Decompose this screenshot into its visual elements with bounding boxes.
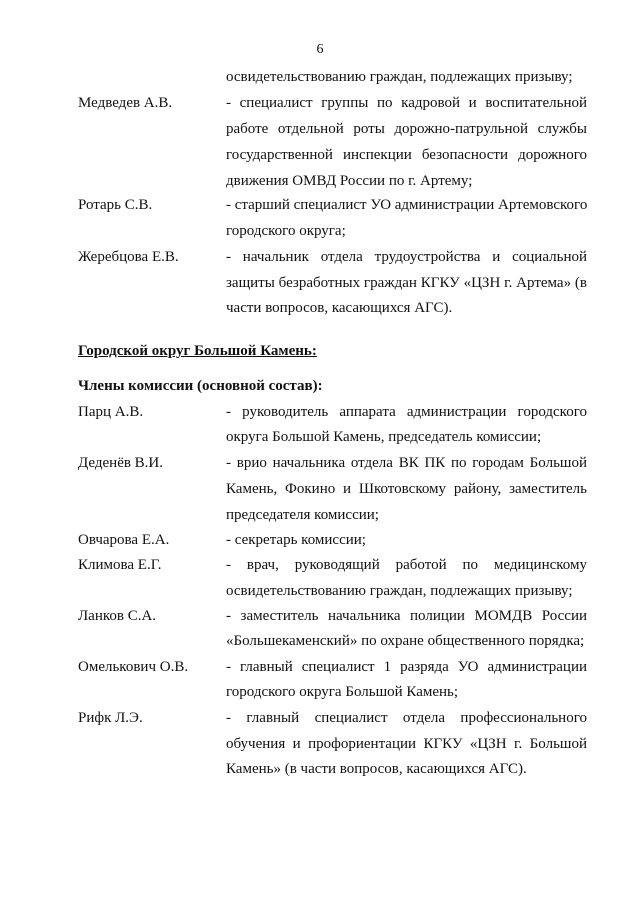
member-desc-line: - главный специалист отдела профессионального [226,710,587,726]
continuation-line: освидетельствованию граждан, подлежащих призыву; [226,69,573,85]
member-desc-line: округа Большой Камень, председатель комиссии; [226,429,542,445]
member-desc-line: - начальник отдела трудоустройства и социальной [226,249,587,265]
member-desc-line: обучения и профориентации КГКУ «ЦЗН г. Большой [226,736,587,752]
member-desc-line: Камень, Фокино и Шкотовскому району, заместитель [226,481,587,497]
member-desc-line: городского округа; [226,223,346,239]
member-name-ovcharova: Овчарова Е.А. [78,532,170,548]
district-heading: Городской округ Большой Камень: [78,343,317,359]
member-desc-line: «Большекаменский» по охране общественного порядка; [226,633,585,649]
member-desc-line: председателя комиссии; [226,507,379,523]
member-desc-line: работе отдельной роты дорожно-патрульной службы [226,121,587,137]
member-desc-line: Камень» (в части вопросов, касающихся АГС). [226,761,527,777]
member-desc-line: - руководитель аппарата администрации городского [226,404,587,420]
member-desc-line: освидетельствованию граждан, подлежащих призыву; [226,583,573,599]
member-desc-line: - врио начальника отдела ВК ПК по городам Большой [226,455,587,471]
member-name-rotar: Ротарь С.В. [78,197,153,213]
member-desc-line: - заместитель начальника полиции МОМДВ России [226,608,587,624]
member-name-medvedev: Медведев А.В. [78,95,173,111]
member-desc-line: - главный специалист 1 разряда УО администрации [226,659,587,675]
member-name-dedenev: Деденёв В.И. [78,455,164,471]
member-name-rifk: Рифк Л.Э. [78,710,143,726]
member-name-zherebtsova: Жеребцова Е.В. [78,249,179,265]
member-desc-line: государственной инспекции безопасности дорожного [226,147,587,163]
member-desc-line: защиты безработных граждан КГКУ «ЦЗН г. Артема» (в [226,275,587,291]
members-heading: Члены комиссии (основной состав): [78,378,323,394]
member-name-parts: Парц А.В. [78,404,144,420]
member-name-klimova: Климова Е.Г. [78,557,162,573]
page-number: 6 [316,42,324,57]
member-desc-line: - секретарь комиссии; [226,532,366,548]
member-desc-line: движения ОМВД России по г. Артему; [226,173,473,189]
member-desc-line: - специалист группы по кадровой и воспитательной [226,95,587,111]
member-desc-line: городского округа Большой Камень; [226,684,459,700]
member-desc-line: - врач, руководящий работой по медицинскому [226,557,587,573]
member-name-lankov: Ланков С.А. [78,608,157,624]
member-name-omelkovich: Омелькович О.В. [78,659,189,675]
member-desc-line: части вопросов, касающихся АГС). [226,300,453,316]
member-desc-line: - старший специалист УО администрации Артемовского [226,197,588,213]
